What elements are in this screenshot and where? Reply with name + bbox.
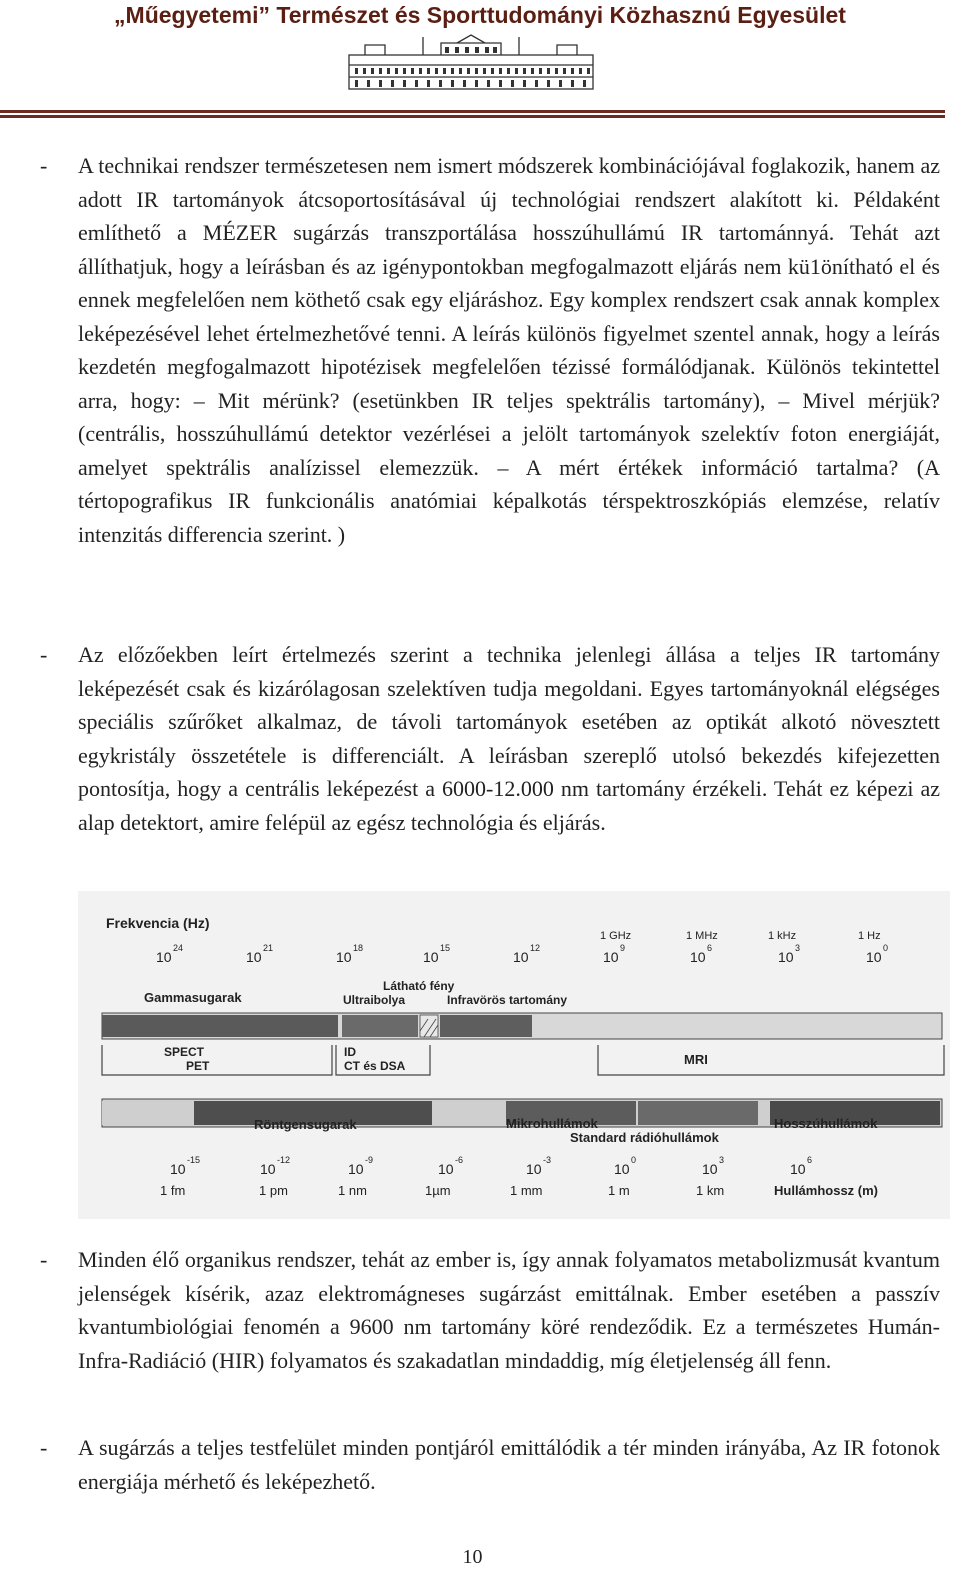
- wave-tick-base: 10: [614, 1161, 630, 1177]
- freq-unit-label: 1 Hz: [858, 930, 881, 942]
- freq-tick-base: 10: [866, 949, 882, 965]
- band-label-xray: Röntgensugarak: [254, 1117, 357, 1132]
- freq-tick-exp: 12: [530, 943, 541, 953]
- freq-tick-base: 10: [246, 949, 262, 965]
- wave-tick-base: 10: [260, 1161, 276, 1177]
- freq-tick-exp: 15: [440, 943, 451, 953]
- freq-tick-exp: 6: [707, 943, 713, 953]
- modality-label-id: ID: [344, 1045, 356, 1059]
- freq-tick-exp: 3: [795, 943, 801, 953]
- wave-unit-label: 1 km: [696, 1183, 725, 1198]
- wave-tick-base: 10: [790, 1161, 806, 1177]
- band-label-uv: Ultraibolya: [343, 993, 406, 1007]
- freq-tick-exp: 18: [353, 943, 364, 953]
- wave-tick-exp: -3: [543, 1155, 552, 1165]
- band-label-microwave: Mikrohullámok: [506, 1116, 598, 1131]
- modality-label-spect: SPECT: [164, 1045, 205, 1059]
- freq-tick-exp: 24: [173, 943, 184, 953]
- wave-tick-exp: 3: [719, 1155, 725, 1165]
- freq-tick-exp: 0: [883, 943, 889, 953]
- freq-tick-base: 10: [336, 949, 352, 965]
- wave-unit-label: 1 fm: [160, 1183, 186, 1198]
- freq-tick-base: 10: [690, 949, 706, 965]
- freq-unit-label: 1 GHz: [600, 930, 632, 942]
- band-label-longwave: Hosszúhullámok: [774, 1116, 878, 1131]
- freq-tick-base: 10: [423, 949, 439, 965]
- band-label-gamma: Gammasugarak: [144, 990, 242, 1005]
- freq-tick-exp: 9: [620, 943, 626, 953]
- band-label-visible: Látható fény: [383, 979, 455, 993]
- wavelength-axis-title: Hullámhossz (m): [774, 1183, 879, 1198]
- wave-unit-label: 1 mm: [510, 1183, 543, 1198]
- body-paragraph: Az előzőekben leírt értelmezés szerint a technika jelenlegi állása a teljes IR tartomány leképezését csak és kizárólagosan szelektíven tudja megoldani. Egyes tartományoknál elégséges speciális szűrőket alkalmaz, de távoli tartományok esetében az optikát alkotó növesztett egykristály összetétele is differenciált. A leírásban szereplő utolsó bekezdés kifejezetten pontosítja, hogy a centrális leképezést a 6000-12.000 nm tartomány érzékeli. Tehát ez képezi az alap detektort, amire felépül az egész technológia és eljárás.: [78, 642, 940, 835]
- modality-label-ct-dsa: CT és DSA: [344, 1059, 406, 1073]
- gamma-band-fill: [102, 1015, 338, 1037]
- freq-tick-base: 10: [156, 949, 172, 965]
- wave-tick-exp: 6: [807, 1155, 813, 1165]
- wave-tick-exp: -6: [455, 1155, 464, 1165]
- electromagnetic-spectrum-figure: [78, 891, 950, 1219]
- body-paragraph: A technikai rendszer természetesen nem ismert módszerek kombinációjával foglakozik, hanem az adott IR tartományok átcsoportosításával új technológiai rendszert alakított ki. Példaként említhető a MÉZER sugárzás transzportálása hosszúhullámú IR tartománnyá. Tehát azt állíthatjuk, hogy a leírásban és az igénypontokban megfogalmazott eljárás nem kü1önítható el és ennek megfelelően nem köthető csak egy eljáráshoz. Egy komplex rendszert csak annak komplex leképezésével lehet értelmezhetővé tenni. A leírás különös figyelmet szentel annak, hogy a leírás kezdetén megfogalmazott hipotézisek megfelelően tézissé formálódjanak. Különös tekintettel arra, hogy: – Mit mérünk? (esetünkben IR teljes spektrális tartomány), – Mivel mérjük? (centrális, hosszúhullámú detektor vezérlései a jelölt tartományok szelektív foton energiáját, amelyet spektrális analízissel elemezzük. – A mért értékek információ tartalma? (A tértopografikus IR funkcionális anatómiai képalkotás térspektroszkópiás elemzése, relatív intenzitás differencia szerint. ): [78, 153, 940, 547]
- band-label-radio: Standard rádióhullámok: [570, 1130, 719, 1145]
- organization-title: „Műegyetemi” Természet és Sporttudományi Közhasznú Egyesület: [114, 2, 846, 28]
- modality-label-pet: PET: [186, 1059, 210, 1073]
- body-paragraph: Minden élő organikus rendszer, tehát az ember is, így annak folyamatos metabolizmusát kvantum jelenségek kísérik, azaz elektromágneses sugárzást emittálnak. Ember esetében a passzív kvantumbiológiai fenomén a 9600 nm tartomány köré rendeződik. Ez a természetes Humán-Infra-Radiáció (HIR) folyamatos és szakadatlan mindaddig, míg életjelenség áll fenn.: [78, 1247, 940, 1373]
- wave-unit-label: 1 m: [608, 1183, 630, 1198]
- wave-unit-label: 1 pm: [259, 1183, 288, 1198]
- ir-band-fill: [440, 1015, 532, 1037]
- wave-tick-exp: -9: [365, 1155, 374, 1165]
- bullet-dash: -: [40, 1247, 48, 1272]
- wave-tick-base: 10: [170, 1161, 186, 1177]
- wave-tick-base: 10: [526, 1161, 542, 1177]
- band-label-ir: Infravörös tartomány: [447, 993, 568, 1007]
- bullet-dash: -: [40, 153, 48, 178]
- header-rule: [0, 115, 945, 118]
- freq-tick-base: 10: [778, 949, 794, 965]
- freq-unit-label: 1 kHz: [768, 930, 797, 942]
- freq-tick-exp: 21: [263, 943, 274, 953]
- uv-band-fill: [342, 1015, 418, 1037]
- bullet-dash: -: [40, 1435, 48, 1460]
- modality-label-mri: MRI: [684, 1052, 708, 1067]
- wave-tick-base: 10: [438, 1161, 454, 1177]
- freq-tick-base: 10: [603, 949, 619, 965]
- mri-bracket: [598, 1045, 944, 1075]
- xray-band-left: [102, 1101, 192, 1125]
- wave-tick-exp: -15: [187, 1155, 201, 1165]
- wave-tick-exp: -12: [277, 1155, 291, 1165]
- radio-band-fill: [638, 1101, 758, 1125]
- freq-unit-label: 1 MHz: [686, 930, 718, 942]
- spect-pet-bracket: [102, 1045, 332, 1075]
- frequency-axis-title: Frekvencia (Hz): [106, 915, 210, 931]
- university-building-logo: [345, 33, 597, 91]
- wave-unit-label: 1µm: [425, 1183, 451, 1198]
- wave-tick-base: 10: [702, 1161, 718, 1177]
- visible-band-fill: [420, 1015, 438, 1037]
- freq-tick-base: 10: [513, 949, 529, 965]
- header-rule: [0, 110, 945, 113]
- bullet-dash: -: [40, 642, 48, 667]
- page-number: 10: [462, 1546, 483, 1568]
- body-paragraph: A sugárzás a teljes testfelület minden pontjáról emittálódik a tér minden irányába, Az IR fotonok energiája mérhető és leképezhető.: [78, 1435, 940, 1494]
- page-header: [0, 0, 960, 122]
- wave-tick-exp: 0: [631, 1155, 637, 1165]
- wave-unit-label: 1 nm: [338, 1183, 367, 1198]
- wave-tick-base: 10: [348, 1161, 364, 1177]
